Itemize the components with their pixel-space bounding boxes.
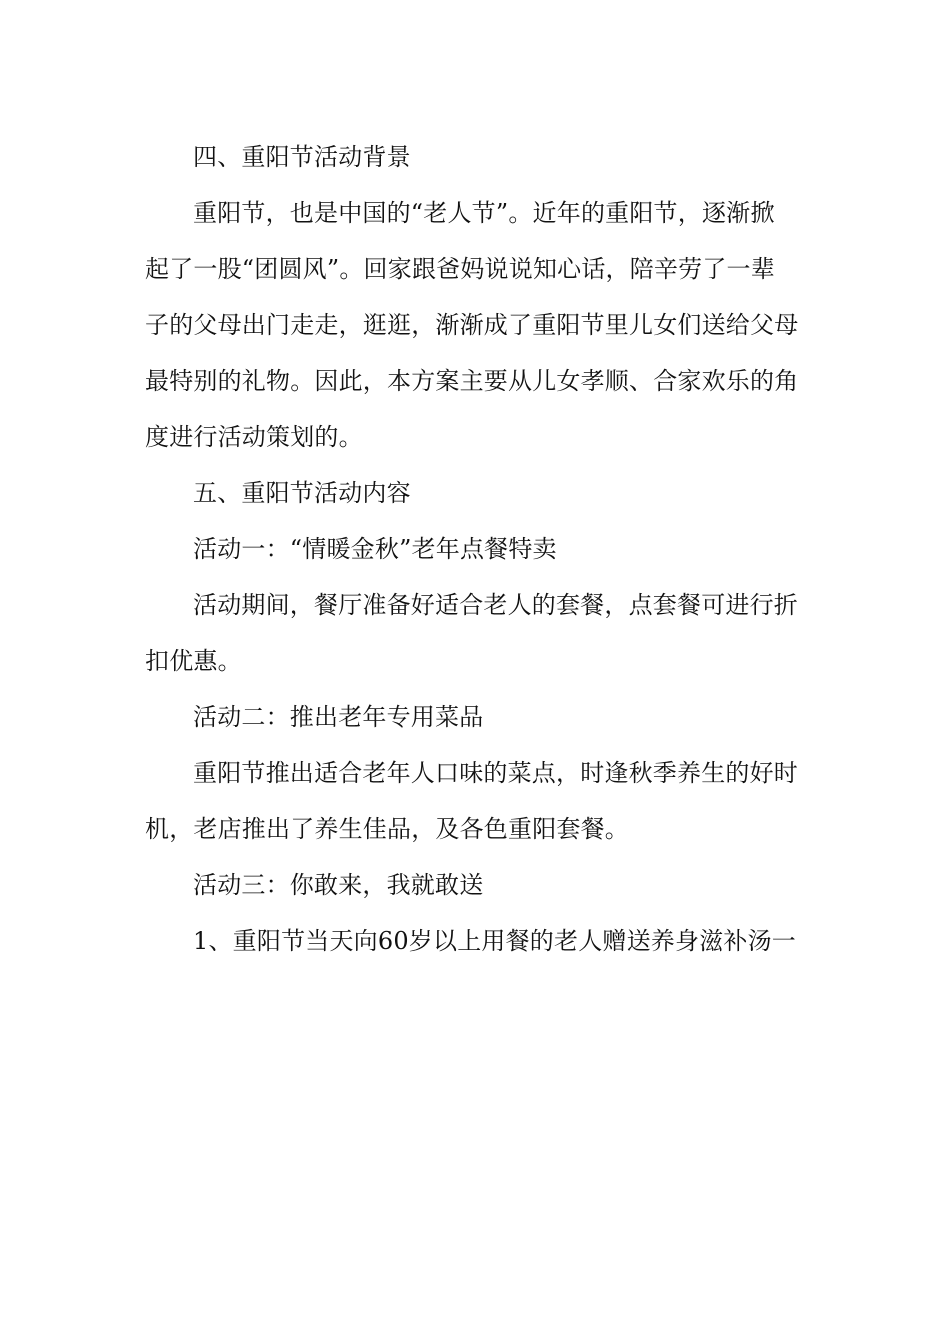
paragraph-line: 活动期间，餐厅准备好适合老人的套餐，点套餐可进行折: [193, 591, 798, 619]
paragraph-line: 起了一股“团圆风”。回家跟爸妈说说知心话，陪辛劳了一辈: [145, 255, 775, 283]
section-heading-content: 五、重阳节活动内容: [193, 479, 411, 507]
paragraph-line: 扣优惠。: [145, 647, 242, 675]
activity-heading-3: 活动三：你敢来，我就敢送: [193, 871, 484, 899]
activity-heading-1: 活动一：“情暖金秋”老年点餐特卖: [193, 535, 557, 563]
paragraph-line: 机，老店推出了养生佳品，及各色重阳套餐。: [145, 815, 629, 843]
paragraph-line: 最特别的礼物。因此，本方案主要从儿女孝顺、合家欢乐的角: [145, 367, 799, 395]
document-body: [145, 129, 805, 969]
paragraph-line: 重阳节推出适合老年人口味的菜点，时逢秋季养生的好时: [193, 759, 798, 787]
list-item-1: 1、重阳节当天向60岁以上用餐的老人赠送养身滋补汤一: [193, 927, 797, 955]
section-heading-background: 四、重阳节活动背景: [193, 143, 411, 171]
paragraph-line: 度进行活动策划的。: [145, 423, 363, 451]
paragraph-line: 重阳节，也是中国的“老人节”。近年的重阳节，逐渐掀: [193, 199, 775, 227]
activity-heading-2: 活动二：推出老年专用菜品: [193, 703, 484, 731]
paragraph-line: 子的父母出门走走，逛逛，渐渐成了重阳节里儿女们送给父母: [145, 311, 799, 339]
